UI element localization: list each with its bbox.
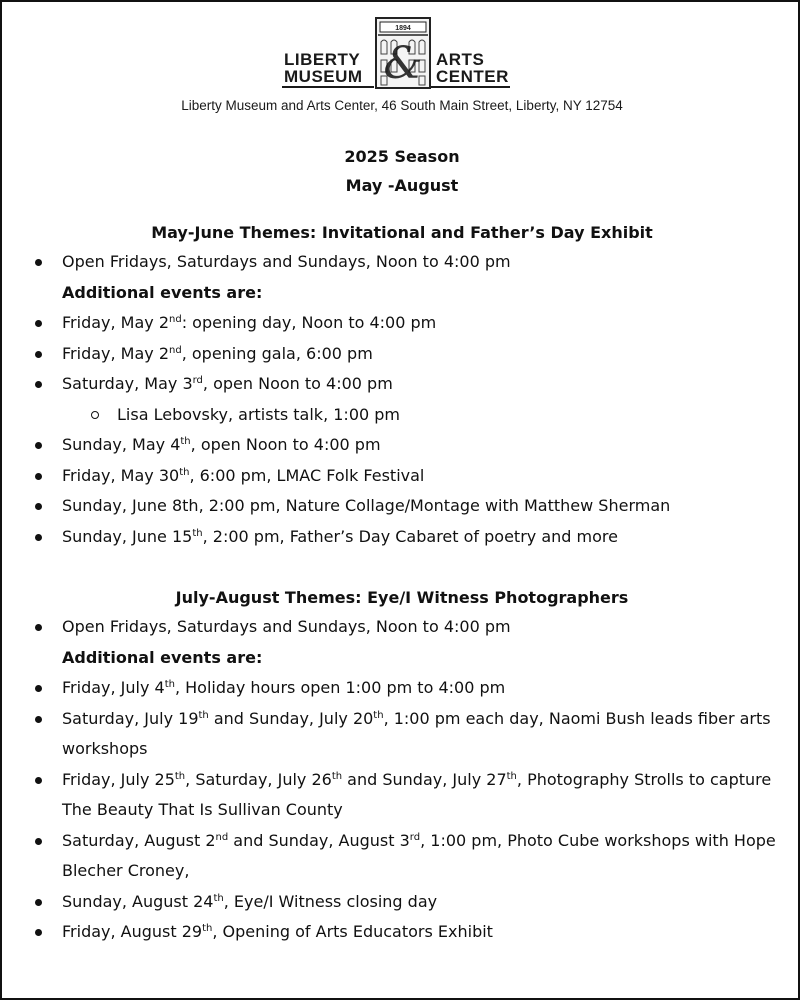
season-title: 2025 Season xyxy=(344,147,460,166)
svg-text:&: & xyxy=(383,38,423,89)
museum-logo xyxy=(280,16,512,90)
bullet-dot-icon xyxy=(35,259,42,266)
logo-word-museum: MUSEUM xyxy=(284,67,363,86)
schedule-content xyxy=(2,142,800,948)
list-item: Sunday, June 15th, 2:00 pm, Father’s Day Cabaret of poetry and more xyxy=(2,522,800,553)
section-july-august-list xyxy=(2,612,800,643)
bullet-dot-icon xyxy=(35,442,42,449)
bullet-dot-icon xyxy=(35,534,42,541)
section-may-june-list xyxy=(2,247,800,278)
season-range: May -August xyxy=(345,176,459,195)
bullet-dot-icon xyxy=(35,473,42,480)
bullet-dot-icon xyxy=(35,838,42,845)
list-item: Saturday, May 3rd, open Noon to 4:00 pm xyxy=(2,369,800,400)
museum-address: Liberty Museum and Arts Center, 46 South Main Street, Liberty, NY 12754 xyxy=(181,98,623,113)
bullet-dot-icon xyxy=(35,381,42,388)
list-item: Sunday, May 4th, open Noon to 4:00 pm xyxy=(2,430,800,461)
list-item: Sunday, June 8th, 2:00 pm, Nature Collage/Montage with Matthew Sherman xyxy=(2,491,800,522)
bullet-dot-icon xyxy=(35,716,42,723)
section-july-august-events xyxy=(2,673,800,948)
building-ampersand-emblem xyxy=(374,16,432,90)
list-item: Saturday, August 2nd and Sunday, August 3rd, 1:00 pm, Photo Cube workshops with Hope Blecher Croney, xyxy=(2,826,800,887)
list-item: Friday, August 29th, Opening of Arts Educators Exhibit xyxy=(2,917,800,948)
logo-word-liberty: LIBERTY xyxy=(284,50,361,69)
section-may-june-events-cont xyxy=(2,430,800,552)
bullet-dot-icon xyxy=(35,320,42,327)
svg-text:1894: 1894 xyxy=(395,25,411,32)
bullet-dot-icon xyxy=(35,929,42,936)
bullet-dot-icon xyxy=(35,624,42,631)
section-july-august-title: July-August Themes: Eye/I Witness Photographers xyxy=(175,588,629,607)
list-item: Friday, May 2nd: opening day, Noon to 4:00 pm xyxy=(2,308,800,339)
list-item: Friday, May 2nd, opening gala, 6:00 pm xyxy=(2,339,800,370)
bullet-dot-icon xyxy=(35,899,42,906)
list-item: Friday, May 30th, 6:00 pm, LMAC Folk Festival xyxy=(2,461,800,492)
additional-events-label: Additional events are: xyxy=(62,647,263,667)
list-item: Open Fridays, Saturdays and Sundays, Noon to 4:00 pm xyxy=(2,247,800,278)
bullet-dot-icon xyxy=(35,777,42,784)
list-item: Sunday, August 24th, Eye/I Witness closing day xyxy=(2,887,800,918)
logo-word-center: CENTER xyxy=(436,67,509,86)
bullet-dot-icon xyxy=(35,503,42,510)
sub-list-item: Lisa Lebovsky, artists talk, 1:00 pm xyxy=(2,400,800,431)
additional-events-label: Additional events are: xyxy=(62,282,263,302)
list-item: Saturday, July 19th and Sunday, July 20th, 1:00 pm each day, Naomi Bush leads fiber arts workshops xyxy=(2,704,800,765)
logo-rule-left xyxy=(282,86,374,88)
list-item: Open Fridays, Saturdays and Sundays, Noon to 4:00 pm xyxy=(2,612,800,643)
circle-bullet-icon xyxy=(91,411,99,419)
list-item: Friday, July 4th, Holiday hours open 1:00 pm to 4:00 pm xyxy=(2,673,800,704)
bullet-dot-icon xyxy=(35,351,42,358)
list-item: Friday, July 25th, Saturday, July 26th and Sunday, July 27th, Photography Strolls to capture The Beauty That Is Sullivan County xyxy=(2,765,800,826)
logo-rule-right xyxy=(430,86,510,88)
section-may-june-events xyxy=(2,308,800,400)
logo-word-arts: ARTS xyxy=(436,50,485,69)
section-may-june-title: May-June Themes: Invitational and Father’s Day Exhibit xyxy=(151,223,653,242)
bullet-dot-icon xyxy=(35,685,42,692)
